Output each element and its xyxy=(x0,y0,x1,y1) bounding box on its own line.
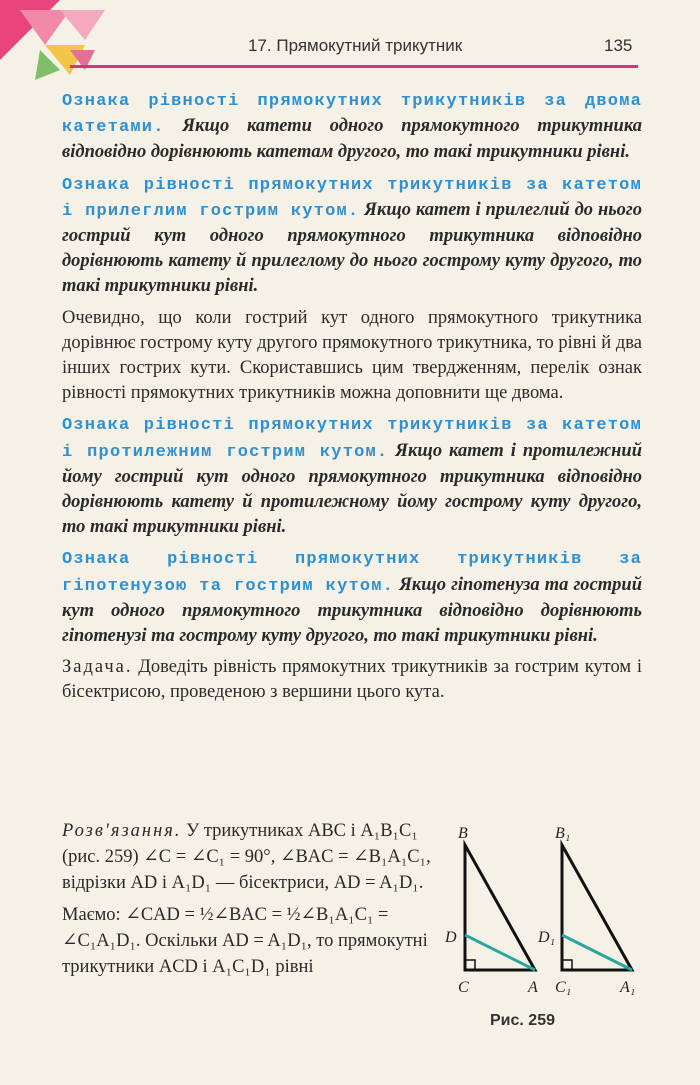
solution-line xyxy=(62,902,432,980)
solution-block xyxy=(62,818,432,980)
figure-259 xyxy=(440,820,660,1040)
criterion-text: Якщо катети одного прямокутного трикутника відповідно дорівнюють катетам другого, то такі трикутники рівні. xyxy=(62,116,643,163)
figure-caption: Рис. 259 xyxy=(490,1012,555,1029)
page-content xyxy=(62,88,642,712)
solution-line xyxy=(62,818,432,896)
solution-text-2: Маємо: ∠CAD = ½∠BAC = ½∠B₁A₁C₁ = ∠C₁A₁D₁. Оскільки AD = A₁D₁, то прямокутні трикутники ACD і A₁C₁D₁ рівні xyxy=(62,905,428,977)
criterion-text: Якщо катет і прилеглий до нього гострий кут одного прямокутного трикутника відповідно дорівнюють катету й прилеглому до нього гострому куту другого, то такі трикутники рівні. xyxy=(62,199,642,297)
criterion-paragraph xyxy=(62,172,642,300)
label-b: B xyxy=(458,825,468,842)
criterion-paragraph xyxy=(62,412,642,540)
label-b1: B₁ xyxy=(555,825,571,842)
label-c1: C₁ xyxy=(555,979,572,996)
criterion-heading: Ознака рівності прямокутних трикутників за катетом і прилеглим гострим кутом. xyxy=(62,175,642,221)
page-number: 135 xyxy=(604,36,633,55)
header-divider xyxy=(70,65,638,68)
criterion-heading: Ознака рівності прямокутних трикутників за гіпотенузою та гострим кутом. xyxy=(62,550,642,596)
criterion-text: Якщо катет і протилежний йому гострий кут одного прямокутного трикутника відповідно дорівнюють катету й протилежному йому гострому куту другого, то такі трикутники рівні. xyxy=(62,440,642,538)
criterion-heading: Ознака рівності прямокутних трикутників за двома катетами. xyxy=(62,92,642,138)
solution-label: Розв'язання. xyxy=(62,821,182,841)
task-text: Доведіть рівність прямокутних трикутників за гострим кутом і бісектрисою, проведеною з вершини цього кута. xyxy=(62,657,642,703)
task-paragraph xyxy=(62,655,642,705)
label-d1: D₁ xyxy=(538,929,556,946)
criterion-heading: Ознака рівності прямокутних трикутників за катетом і протилежним гострим кутом. xyxy=(62,416,642,462)
criterion-text: Якщо гіпотенуза та гострий кут одного прямокутного трикутника відповідно дорівнюють гіпотенузі та гострому куту другого, то такі трикутники рівні. xyxy=(62,574,642,647)
task-label: Задача. xyxy=(62,657,133,678)
body-text: Очевидно, що коли гострий кут одного прямокутного трикутника дорівнює гострому куту другого прямокутного трикутника, то рівні й два інших гострих кути. Скориставшись цим твердженням, перелік ознак рівності прямокутних трикутників можна доповнити ще двома. xyxy=(62,307,642,404)
label-d: D xyxy=(445,929,457,946)
solution-text-1: У трикутниках ABC і A₁B₁C₁ (рис. 259) ∠C = ∠C₁ = 90°, ∠BAC = ∠B₁A₁C₁, відрізки AD і A₁D₁ — бісектриси, AD = A₁D₁. xyxy=(62,821,431,893)
criterion-paragraph xyxy=(62,546,642,649)
corner-decoration-icon xyxy=(0,0,110,90)
page-header-title: 17. Прямокутний трикутник xyxy=(248,36,463,55)
label-a1: A₁ xyxy=(620,979,636,996)
label-a: A xyxy=(528,979,538,996)
criterion-paragraph xyxy=(62,88,642,166)
label-c: C xyxy=(458,979,469,996)
